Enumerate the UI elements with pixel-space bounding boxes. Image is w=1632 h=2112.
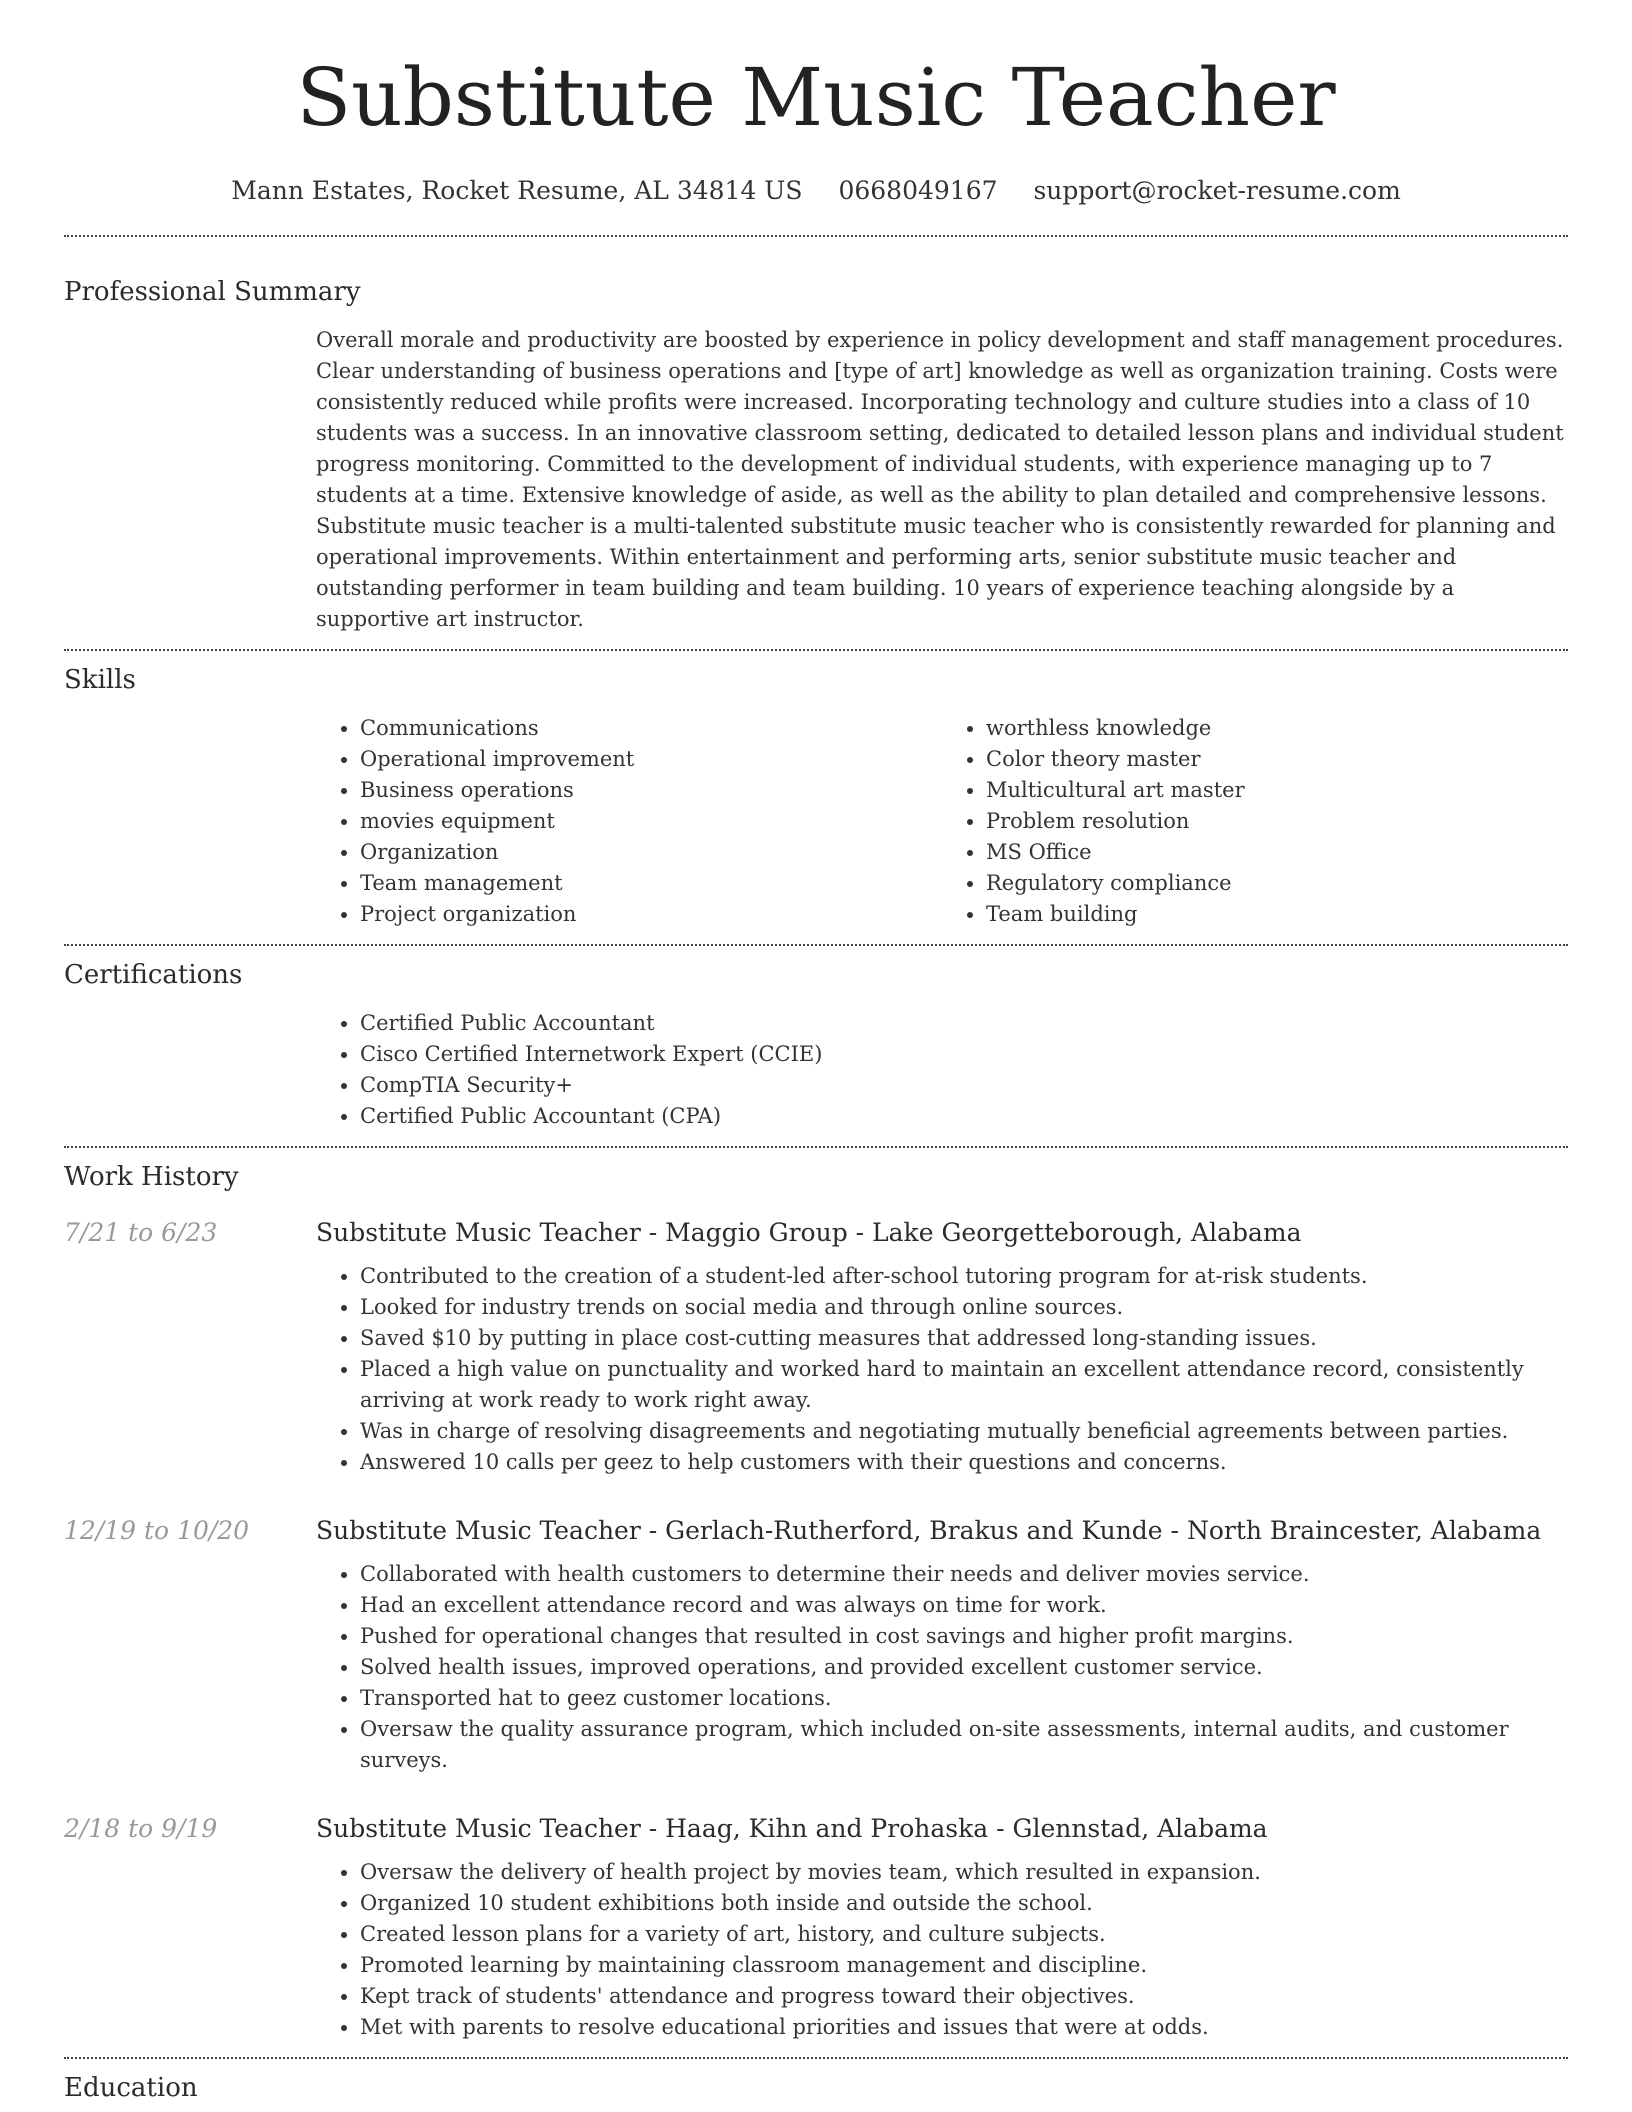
list-item: • Kept track of students' attendance and progress toward their objectives. xyxy=(360,1981,1568,2012)
list-item: • Transported hat to geez customer locations. xyxy=(360,1683,1568,1714)
list-item: • Operational improvement xyxy=(360,744,942,775)
list-item: • Promoted learning by maintaining classroom management and discipline. xyxy=(360,1950,1568,1981)
list-item: • Cisco Certified Internetwork Expert (CCIE) xyxy=(360,1039,1568,1070)
skills-list-right xyxy=(942,713,1568,930)
list-item: • Answered 10 calls per geez to help customers with their questions and concerns. xyxy=(360,1447,1568,1478)
list-item: • MS Office xyxy=(986,837,1568,868)
job-dates: 2/18 to 9/19 xyxy=(64,1814,218,1843)
list-item: • Contributed to the creation of a student-led after-school tutoring program for at-risk students. xyxy=(360,1261,1568,1292)
list-item: • Oversaw the delivery of health project by movies team, which resulted in expansion. xyxy=(360,1857,1568,1888)
divider xyxy=(64,2057,1568,2059)
job-entry xyxy=(64,1516,1568,1776)
list-item: • Organized 10 student exhibitions both inside and outside the school. xyxy=(360,1888,1568,1919)
section-title: Certifications xyxy=(64,960,243,990)
resume-page xyxy=(64,0,1568,2103)
list-item: • Had an excellent attendance record and was always on time for work. xyxy=(360,1590,1568,1621)
summary-section xyxy=(64,277,1568,635)
list-item: • Collaborated with health customers to determine their needs and deliver movies service. xyxy=(360,1559,1568,1590)
job-title: Substitute Music Teacher - Haag, Kihn and Prohaska - Glennstad, Alabama xyxy=(316,1814,1268,1843)
divider xyxy=(64,235,1568,237)
list-item: • worthless knowledge xyxy=(986,713,1568,744)
job-bullets xyxy=(316,1559,1568,1776)
list-item: • Business operations xyxy=(360,775,942,806)
list-item: • Looked for industry trends on social media and through online sources. xyxy=(360,1292,1568,1323)
job-entry xyxy=(64,1814,1568,2043)
list-item: • Regulatory compliance xyxy=(986,868,1568,899)
list-item: • Saved $10 by putting in place cost-cutting measures that addressed long-standing issues. xyxy=(360,1323,1568,1354)
section-title: Education xyxy=(64,2073,198,2103)
list-item: • Problem resolution xyxy=(986,806,1568,837)
list-item: • Communications xyxy=(360,713,942,744)
summary-text: Overall morale and productivity are boosted by experience in policy development and staff management procedures. Clear understanding of business operations and [type of art] knowledge as well as organization training. Costs were consistently reduced while profits were increased. Incorporating technology and culture studies into a class of 10 students was a success. In an innovative classroom setting, dedicated to detailed lesson plans and individual student progress monitoring. Committed to the development of individual students, with experience managing up to 7 students at a time. Extensive knowledge of aside, as well as the ability to plan detailed and comprehensive lessons. Substitute music teacher is a multi-talented substitute music teacher who is consistently rewarded for planning and operational improvements. Within entertainment and performing arts, senior substitute music teacher and outstanding performer in team building and team building. 10 years of experience teaching alongside by a supportive art instructor. xyxy=(316,328,1564,631)
job-title: Substitute Music Teacher - Maggio Group - Lake Georgetteborough, Alabama xyxy=(316,1218,1302,1247)
list-item: • Placed a high value on punctuality and worked hard to maintain an excellent attendance record, consistently arriving at work ready to work right away. xyxy=(360,1354,1568,1416)
divider xyxy=(64,649,1568,651)
list-item: • Met with parents to resolve educational priorities and issues that were at odds. xyxy=(360,2012,1568,2043)
list-item: • CompTIA Security+ xyxy=(360,1070,1568,1101)
skills-section xyxy=(64,665,1568,930)
skills-list-left xyxy=(316,713,942,930)
certifications-list xyxy=(316,1008,1568,1132)
list-item: • Color theory master xyxy=(986,744,1568,775)
list-item: • Solved health issues, improved operations, and provided excellent customer service. xyxy=(360,1652,1568,1683)
job-dates: 12/19 to 10/20 xyxy=(64,1516,250,1545)
contact-line xyxy=(64,176,1568,205)
divider xyxy=(64,1146,1568,1148)
list-item: • movies equipment xyxy=(360,806,942,837)
job-bullets xyxy=(316,1261,1568,1478)
certifications-section xyxy=(64,960,1568,1132)
section-title: Professional Summary xyxy=(64,277,361,307)
list-item: • Pushed for operational changes that resulted in cost savings and higher profit margins. xyxy=(360,1621,1568,1652)
section-title: Work History xyxy=(64,1162,239,1192)
list-item: • Oversaw the quality assurance program, which included on-site assessments, internal audits, and customer surveys. xyxy=(360,1714,1568,1776)
list-item: • Certified Public Accountant (CPA) xyxy=(360,1101,1568,1132)
contact-phone: 0668049167 xyxy=(838,176,998,205)
list-item: • Was in charge of resolving disagreements and negotiating mutually beneficial agreements between parties. xyxy=(360,1416,1568,1447)
list-item: • Created lesson plans for a variety of art, history, and culture subjects. xyxy=(360,1919,1568,1950)
contact-email: support@rocket-resume.com xyxy=(1033,176,1401,205)
job-bullets xyxy=(316,1857,1568,2043)
list-item: • Certified Public Accountant xyxy=(360,1008,1568,1039)
work-history-section xyxy=(64,1162,1568,2043)
list-item: • Team management xyxy=(360,868,942,899)
divider xyxy=(64,944,1568,946)
contact-address: Mann Estates, Rocket Resume, AL 34814 US xyxy=(231,176,803,205)
job-title: Substitute Music Teacher - Gerlach-Rutherford, Brakus and Kunde - North Braincester, Alabama xyxy=(316,1516,1542,1545)
job-entry xyxy=(64,1218,1568,1478)
list-item: • Project organization xyxy=(360,899,942,930)
resume-name: Substitute Music Teacher xyxy=(296,51,1336,144)
section-title: Skills xyxy=(64,665,136,695)
education-section xyxy=(64,2073,1568,2103)
list-item: • Multicultural art master xyxy=(986,775,1568,806)
job-dates: 7/21 to 6/23 xyxy=(64,1218,218,1247)
list-item: • Team building xyxy=(986,899,1568,930)
list-item: • Organization xyxy=(360,837,942,868)
